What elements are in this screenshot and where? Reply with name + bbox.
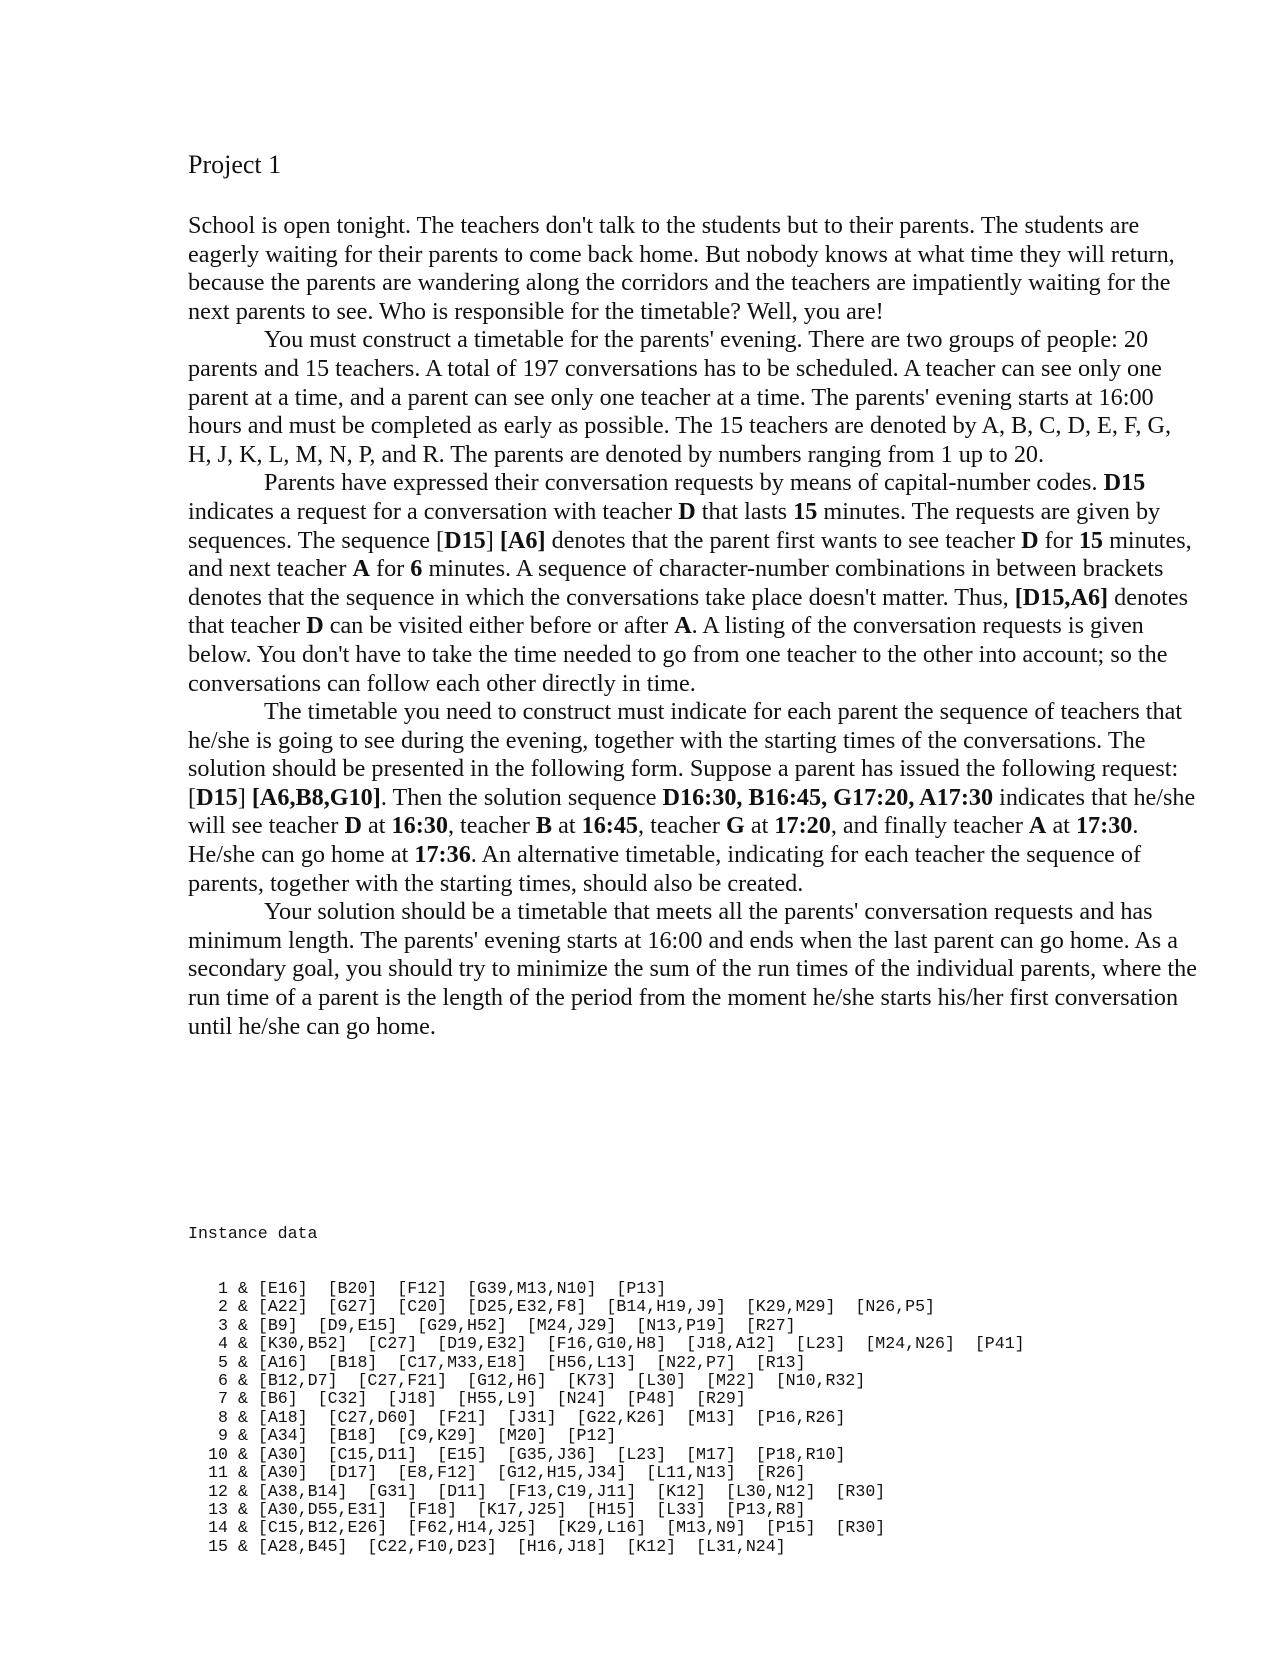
bold-text: D16:30, B16:45, G17:20, A17:30: [662, 783, 994, 811]
instance-row-number: 6: [218, 1371, 228, 1391]
bold-text: [D15,A6]: [1014, 583, 1109, 611]
instance-row-requests: & [A16] [B18] [C17,M33,E18] [H56,L13] [N22,P7] [R13]: [237, 1352, 806, 1372]
instance-row-number: 2: [218, 1297, 228, 1317]
instance-row-number: 4: [218, 1334, 228, 1354]
text-run: at: [1046, 812, 1076, 840]
instance-row-requests: & [A22] [G27] [C20] [D25,E32,F8] [B14,H19,J9] [K29,M29] [N26,P5]: [237, 1297, 936, 1317]
bold-text: 16:30: [391, 812, 448, 840]
text-run: denotes that the parent first wants to see teacher: [545, 526, 1022, 554]
bold-text: 17:20: [774, 812, 831, 840]
instance-row-number: 10: [208, 1444, 228, 1464]
instance-row-number: 15: [208, 1536, 228, 1556]
instance-data-block: [188, 1188, 1188, 1556]
text-run: . He/she can go home at: [188, 812, 1139, 869]
bold-text: 6: [410, 555, 423, 583]
instance-row-requests: & [E16] [B20] [F12] [G39,M13,N10] [P13]: [237, 1279, 667, 1299]
bold-text: D: [1021, 526, 1039, 554]
instance-row: [188, 1538, 1188, 1556]
bold-text: D15: [1103, 469, 1146, 497]
instance-row: [188, 1483, 1188, 1501]
bold-text: [A6]: [499, 526, 546, 554]
bold-text: 15: [1078, 526, 1104, 554]
text-run: Your solution should be a timetable that meets all the parents' conversation requests and has minimum length. The parents' evening starts at 16:00 and ends when the last parent can go home. As a secondary goal, you should try to minimize the sum of the run times of the individual parents, where the run time of a parent is the length of the period from the moment he/she starts his/her first conversation until he/she can go home.: [188, 898, 1197, 1040]
text-run: . Then the solution sequence: [380, 783, 663, 811]
instance-row-number: 13: [208, 1499, 228, 1519]
instance-heading: Instance data: [188, 1223, 318, 1243]
text-run: denotes that teacher: [188, 583, 1189, 640]
paragraph-1: [188, 212, 1198, 326]
instance-row-number: 1: [218, 1279, 228, 1299]
instance-row: [188, 1298, 1188, 1316]
bold-text: G: [725, 812, 745, 840]
instance-row-number: 9: [218, 1426, 228, 1446]
instance-row-requests: & [A28,B45] [C22,F10,D23] [H16,J18] [K12] [L31,N24]: [237, 1536, 786, 1556]
bold-text: A: [674, 612, 692, 640]
instance-row-requests: & [A30] [C15,D11] [E15] [G35,J36] [L23] [M17] [P18,R10]: [237, 1444, 846, 1464]
instance-row-requests: & [A30] [D17] [E8,F12] [G12,H15,J34] [L11,N13] [R26]: [237, 1463, 806, 1483]
bold-text: A: [1028, 812, 1047, 840]
instance-row: [188, 1501, 1188, 1519]
instance-row-requests: & [A30,D55,E31] [F18] [K17,J25] [H15] [L33] [P13,R8]: [237, 1499, 806, 1519]
bold-text: D: [344, 812, 362, 840]
instance-row: [188, 1390, 1188, 1408]
instance-row: [188, 1464, 1188, 1482]
text-run: indicates a request for a conversation with teacher: [188, 497, 679, 525]
body-text: [188, 212, 1198, 1041]
bold-text: 17:36: [414, 841, 471, 869]
text-run: ]: [237, 783, 252, 811]
bold-text: A: [352, 555, 370, 583]
bold-text: 16:45: [581, 812, 639, 840]
instance-row-requests: & [B6] [C32] [J18] [H55,L9] [N24] [P48] [R29]: [237, 1389, 746, 1409]
instance-row-requests: & [A18] [C27,D60] [F21] [J31] [G22,K26] [M13] [P16,R26]: [237, 1407, 846, 1427]
instance-row-number: 5: [218, 1352, 228, 1372]
instance-row-number: 8: [218, 1407, 228, 1427]
text-run: ]: [485, 526, 500, 554]
instance-row: [188, 1317, 1188, 1335]
text-run: at: [744, 812, 775, 840]
document-title: Project 1: [188, 150, 282, 179]
bold-text: D: [306, 612, 324, 640]
text-run: can be visited either before or after: [323, 612, 675, 640]
text-run: indicates that he/she will see teacher: [188, 783, 1196, 840]
instance-row: [188, 1446, 1188, 1464]
text-run: , teacher: [638, 812, 726, 840]
bold-text: D: [678, 497, 696, 525]
text-run: for: [1038, 526, 1079, 554]
bold-text: 15: [793, 497, 818, 525]
text-run: that lasts: [695, 497, 794, 525]
text-run: for: [370, 555, 411, 583]
bold-text: D15: [196, 783, 238, 811]
paragraph-3: [188, 469, 1198, 698]
instance-row-requests: & [A34] [B18] [C9,K29] [M20] [P12]: [237, 1426, 617, 1446]
text-run: School is open tonight. The teachers don't talk to the students but to their parents. The students are eagerly waiting for their parents to come back home. But nobody knows at what time they will return, because the parents are wandering along the corridors and the teachers are impatiently waiting for the next parents to see. Who is responsible for the timetable? Well, you are!: [188, 212, 1175, 325]
text-run: . An alternative timetable, indicating for each teacher the sequence of parents, together with the starting times, should also be created.: [188, 841, 1142, 897]
text-run: at: [361, 812, 392, 840]
text-run: Parents have expressed their conversation requests by means of capital-number codes.: [264, 469, 1104, 497]
paragraph-5: [188, 898, 1198, 1041]
text-run: , and finally teacher: [830, 812, 1029, 840]
paragraph-2: [188, 326, 1198, 469]
instance-row-number: 7: [218, 1389, 228, 1409]
instance-row-requests: & [C15,B12,E26] [F62,H14,J25] [K29,L16] [M13,N9] [P15] [R30]: [237, 1518, 886, 1538]
instance-row-number: 3: [218, 1315, 228, 1335]
instance-row-requests: & [K30,B52] [C27] [D19,E32] [F16,G10,H8] [J18,A12] [L23] [M24,N26] [P41]: [237, 1334, 1025, 1354]
instance-row-number: 12: [208, 1481, 228, 1501]
bold-text: D15: [444, 526, 486, 554]
instance-row: [188, 1354, 1188, 1372]
text-run: . A listing of the conversation requests is given below. You don't have to take the time needed to go from one teacher to the other into account; so the conversations can follow each other directly in time.: [188, 612, 1168, 697]
instance-row: [188, 1372, 1188, 1390]
text-run: minutes. A sequence of character-number combinations in between brackets denotes that the sequence in which the conversations take place doesn't matter. Thus,: [188, 555, 1164, 611]
paragraph-4: [188, 698, 1198, 898]
text-run: , teacher: [447, 812, 536, 840]
instance-row: [188, 1519, 1188, 1537]
instance-row-requests: & [B12,D7] [C27,F21] [G12,H6] [K73] [L30] [M22] [N10,R32]: [237, 1371, 866, 1391]
text-run: minutes, and next teacher: [188, 526, 1192, 583]
instance-row: [188, 1409, 1188, 1427]
instance-row-number: 11: [208, 1463, 228, 1483]
bold-text: [A6,B8,G10]: [251, 783, 381, 811]
instance-row-requests: & [B9] [D9,E15] [G29,H52] [M24,J29] [N13,P19] [R27]: [237, 1315, 796, 1335]
text-run: You must construct a timetable for the parents' evening. There are two groups of people: 20 parents and 15 teachers. A total of 197 conversations has to be scheduled. A teacher can see only one parent at a time, and a parent can see only one teacher at a time. The parents' evening starts at 16:00 hours and must be completed as early as possible. The 15 teachers are denoted by A, B, C, D, E, F, G, H, J, K, L, M, N, P, and R. The parents are denoted by numbers ranging from 1 up to 20.: [188, 326, 1172, 468]
text-run: minutes. The requests are given by sequences. The sequence [: [188, 497, 1161, 554]
instance-row-requests: & [A38,B14] [G31] [D11] [F13,C19,J11] [K12] [L30,N12] [R30]: [237, 1481, 886, 1501]
text-run: The timetable you need to construct must indicate for each parent the sequence of teachers that he/she is going to see during the evening, together with the starting times of the conversations. The solution should be presented in the following form. Suppose a parent has issued the following request: [: [188, 698, 1183, 811]
bold-text: B: [535, 812, 553, 840]
instance-row: [188, 1427, 1188, 1445]
instance-row: [188, 1335, 1188, 1353]
text-run: at: [552, 812, 582, 840]
bold-text: 17:30: [1075, 812, 1133, 840]
instance-row: [188, 1280, 1188, 1298]
instance-row-number: 14: [208, 1518, 228, 1538]
